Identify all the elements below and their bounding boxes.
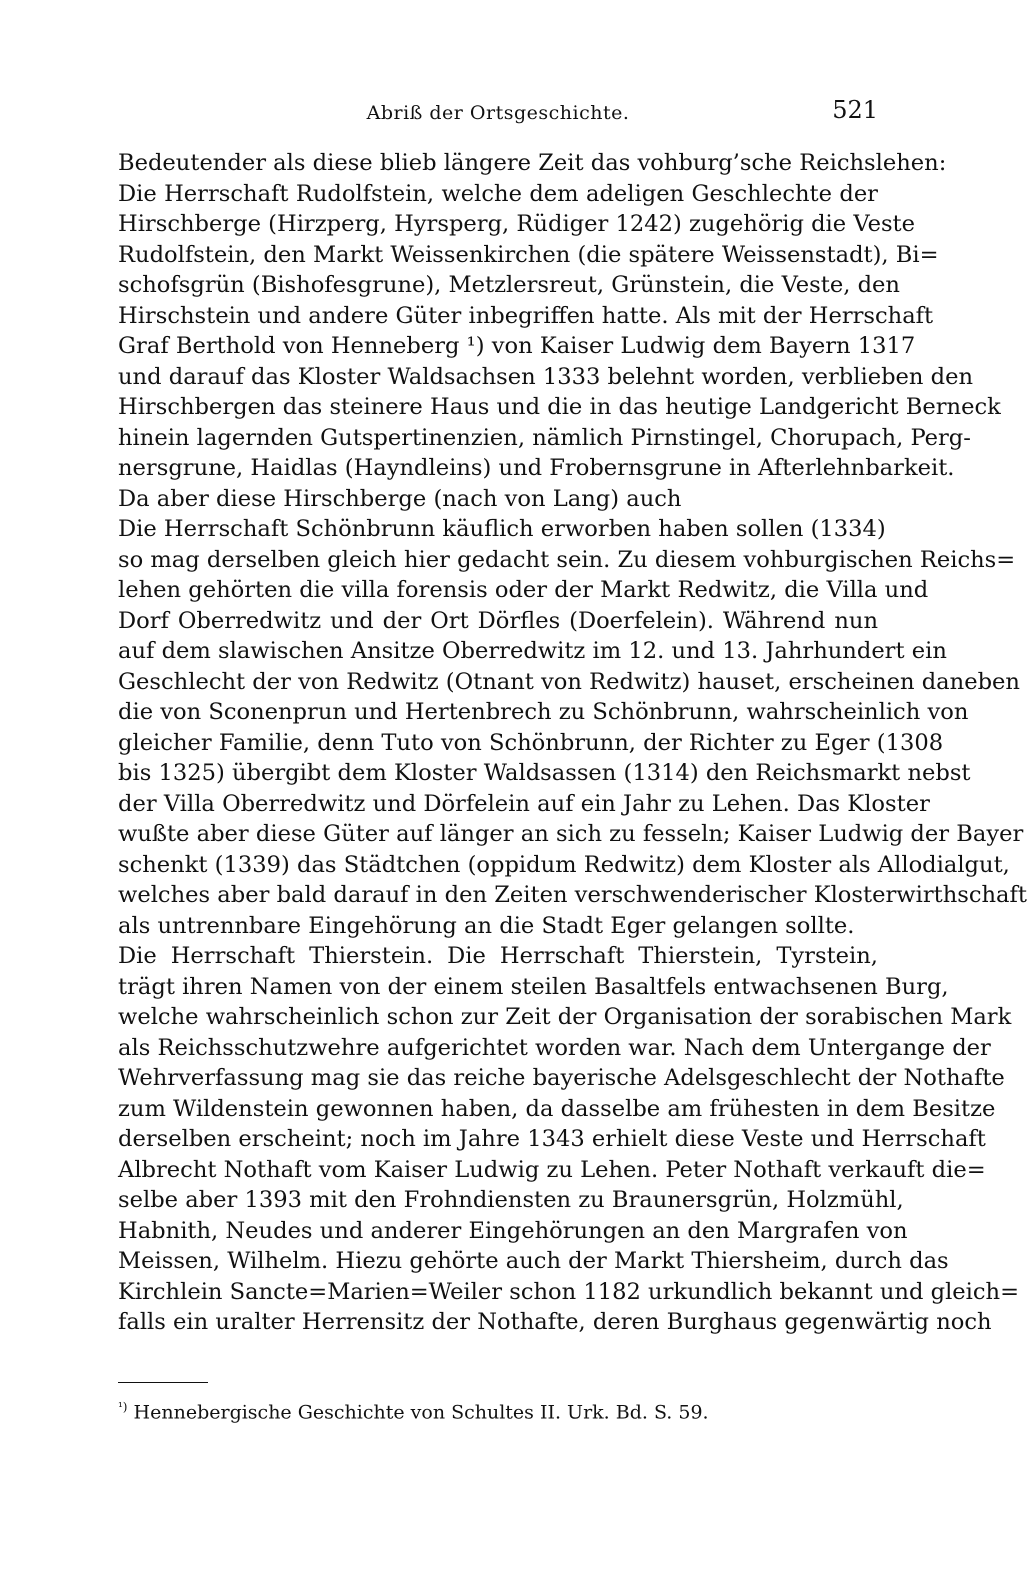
- text-line: Da aber diese Hirschberge (nach von Lang) auch: [118, 485, 682, 512]
- text-line: Meissen, Wilhelm. Hiezu gehörte auch der Markt Thiersheim, durch das: [118, 1248, 949, 1274]
- text-line: als Reichsschutzwehre aufgerichtet worden war. Nach dem Untergange der: [118, 1034, 991, 1061]
- text-line: Wehrverfassung mag sie das reiche bayerische Adelsgeschlecht der Nothafte: [118, 1065, 1005, 1091]
- text-line: Hirschstein und andere Güter inbegriffen hatte. Als mit der Herrschaft: [118, 302, 934, 329]
- text-line: wußte aber diese Güter auf länger an sich zu fesseln; Kaiser Ludwig der Bayer: [118, 821, 1024, 847]
- body-text: [118, 148, 1027, 1338]
- footnote: [118, 1400, 878, 1423]
- text-line: zum Wildenstein gewonnen haben, da dasselbe am frühesten in dem Besitze: [118, 1095, 996, 1122]
- text-line: Hirschbergen das steinere Haus und die in das heutige Landgericht Berneck: [118, 394, 1001, 420]
- text-line: Geschlecht der von Redwitz (Otnant von Redwitz) hauset, erscheinen daneben: [118, 668, 1020, 695]
- text-line: lehen gehörten die villa forensis oder der Markt Redwitz, die Villa und: [118, 577, 929, 603]
- text-line: Kirchlein Sancte=Marien=Weiler schon 1182 urkundlich bekannt und gleich=: [118, 1278, 1020, 1305]
- text-line: Dorf Oberredwitz und der Ort Dörfles (Doerfelein). Während nun: [118, 607, 878, 634]
- text-line: als untrennbare Eingehörung an die Stadt Eger gelangen sollte.: [118, 912, 855, 939]
- text-line: und darauf das Kloster Waldsachsen 1333 belehnt worden, verblieben den: [118, 363, 974, 390]
- text-line: schofsgrün (Bishofesgrune), Metzlersreut, Grünstein, die Veste, den: [118, 272, 900, 298]
- running-title: Abriß der Ortsgeschichte.: [366, 102, 630, 124]
- text-line: Albrecht Nothaft vom Kaiser Ludwig zu Lehen. Peter Nothaft verkauft die=: [118, 1156, 986, 1183]
- footnote-marker: ¹): [118, 1400, 128, 1414]
- text-line: Die Herrschaft Thierstein. Die Herrschaft Thierstein, Tyrstein,: [118, 943, 878, 969]
- text-line: nersgrune, Haidlas (Hayndleins) und Frobernsgrune in Afterlehnbarkeit.: [118, 455, 955, 481]
- text-line: der Villa Oberredwitz und Dörfelein auf ein Jahr zu Lehen. Das Kloster: [118, 790, 930, 817]
- text-line: gleicher Familie, denn Tuto von Schönbrunn, der Richter zu Eger (1308: [118, 729, 944, 756]
- text-line: Graf Berthold von Henneberg ¹) von Kaiser Ludwig dem Bayern 1317: [118, 333, 916, 359]
- text-line: Bedeutender als diese blieb längere Zeit das vohburg’sche Reichslehen:: [118, 150, 947, 176]
- text-line: welche wahrscheinlich schon zur Zeit der Organisation der sorabischen Mark: [118, 1004, 1012, 1030]
- text-line: bis 1325) übergibt dem Kloster Waldsassen (1314) den Reichsmarkt nebst: [118, 760, 971, 786]
- text-line: Die Herrschaft Schönbrunn käuflich erworben haben sollen (1334): [118, 516, 886, 542]
- text-line: falls ein uralter Herrensitz der Nothafte, deren Burghaus gegenwärtig noch: [118, 1309, 992, 1335]
- page-header: [118, 96, 878, 136]
- text-line: selbe aber 1393 mit den Frohndiensten zu Braunersgrün, Holzmühl,: [118, 1187, 904, 1213]
- text-line: Hirschberge (Hirzperg, Hyrsperg, Rüdiger 1242) zugehörig die Veste: [118, 211, 915, 237]
- text-line: die von Sconenprun und Hertenbrech zu Schönbrunn, wahrscheinlich von: [118, 699, 969, 725]
- text-line: so mag derselben gleich hier gedacht sein. Zu diesem vohburgischen Reichs=: [118, 546, 1016, 573]
- text-line: auf dem slawischen Ansitze Oberredwitz im 12. und 13. Jahrhundert ein: [118, 638, 947, 664]
- text-line: Die Herrschaft Rudolfstein, welche dem adeligen Geschlechte der: [118, 180, 878, 207]
- text-line: trägt ihren Namen von der einem steilen Basaltfels entwachsenen Burg,: [118, 973, 949, 1000]
- text-line: derselben erscheint; noch im Jahre 1343 erhielt diese Veste und Herrschaft: [118, 1126, 986, 1152]
- page-number: 521: [832, 96, 878, 124]
- text-line: hinein lagernden Gutspertinenzien, nämlich Pirnstingel, Chorupach, Perg-: [118, 424, 971, 451]
- text-line: Rudolfstein, den Markt Weissenkirchen (die spätere Weissenstadt), Bi=: [118, 241, 939, 268]
- text-line: Habnith, Neudes und anderer Eingehörungen an den Margrafen von: [118, 1217, 908, 1244]
- text-line: welches aber bald darauf in den Zeiten verschwenderischer Klosterwirthschaft: [118, 882, 1027, 908]
- text-line: schenkt (1339) das Städtchen (oppidum Redwitz) dem Kloster als Allodialgut,: [118, 851, 1010, 878]
- footnote-text: Hennebergische Geschichte von Schultes II. Urk. Bd. S. 59.: [133, 1401, 709, 1424]
- footnote-divider: [118, 1382, 208, 1383]
